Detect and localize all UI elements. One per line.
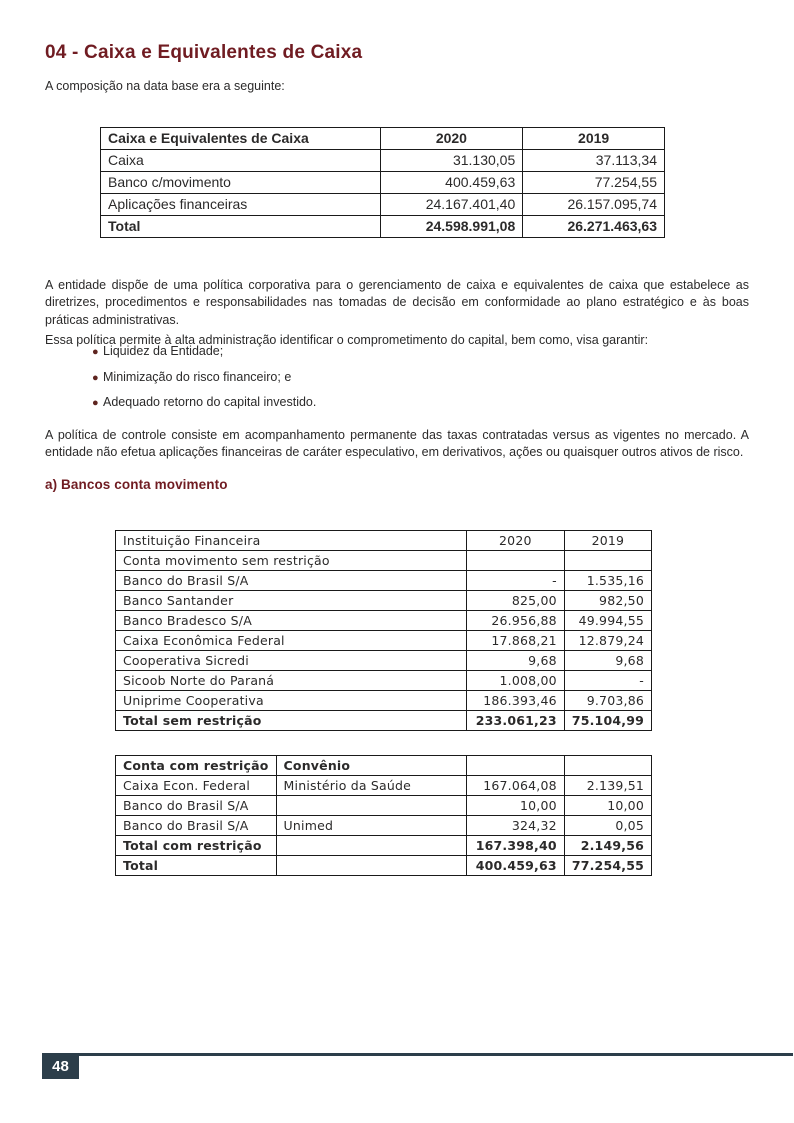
table-cell: 37.113,34 xyxy=(523,150,665,172)
summary-table xyxy=(100,127,665,238)
table-cell: Sicoob Norte do Paraná xyxy=(116,671,467,691)
table-cell: 2.139,51 xyxy=(564,776,651,796)
table-cell: Uniprime Cooperativa xyxy=(116,691,467,711)
table-cell: 233.061,23 xyxy=(466,711,564,731)
table-cell: Banco Santander xyxy=(116,591,467,611)
bullet-icon: ● xyxy=(92,346,99,358)
table-cell: 24.167.401,40 xyxy=(380,194,523,216)
table-total-row xyxy=(116,836,652,856)
list-item xyxy=(92,395,652,409)
table-cell: Caixa xyxy=(101,150,381,172)
table-cell: 167.064,08 xyxy=(467,776,565,796)
column-header: Caixa e Equivalentes de Caixa xyxy=(101,128,381,150)
table-row xyxy=(116,776,652,796)
table-row xyxy=(116,816,652,836)
table-cell: Conta movimento sem restrição xyxy=(116,551,467,571)
table-cell: 825,00 xyxy=(466,591,564,611)
column-header: 2019 xyxy=(564,531,651,551)
table-cell: 12.879,24 xyxy=(564,631,651,651)
table-cell: 26.157.095,74 xyxy=(523,194,665,216)
bullet-icon: ● xyxy=(92,397,99,409)
restricted-table xyxy=(115,755,652,876)
table-row xyxy=(116,611,652,631)
table-cell: Total com restrição xyxy=(116,836,277,856)
bullet-list xyxy=(92,344,652,421)
table-cell: Total xyxy=(116,856,277,876)
table-cell: 31.130,05 xyxy=(380,150,523,172)
table-cell xyxy=(276,836,466,856)
table-cell: Ministério da Saúde xyxy=(276,776,466,796)
table-cell: 17.868,21 xyxy=(466,631,564,651)
table-row xyxy=(116,631,652,651)
table-total-row xyxy=(116,711,652,731)
column-header: Conta com restrição xyxy=(116,756,277,776)
list-item xyxy=(92,370,652,384)
table-row xyxy=(116,671,652,691)
table-row xyxy=(101,172,665,194)
table-cell: 9,68 xyxy=(466,651,564,671)
table-header-row xyxy=(116,756,652,776)
column-header xyxy=(467,756,565,776)
table-cell: Aplicações financeiras xyxy=(101,194,381,216)
paragraph: A política de controle consiste em acompanhamento permanente das taxas contratadas versus as vigentes no mercado. A entidade não efetua aplicações financeiras de caráter especulativo, em derivativos, ações ou quaisquer outros ativos de risco. xyxy=(45,427,749,459)
table-cell: Banco c/movimento xyxy=(101,172,381,194)
table-cell: 400.459,63 xyxy=(467,856,565,876)
table-cell: 9.703,86 xyxy=(564,691,651,711)
table-cell: 26.956,88 xyxy=(466,611,564,631)
section-heading: a) Bancos conta movimento xyxy=(45,477,228,492)
table-cell: 10,00 xyxy=(564,796,651,816)
table-cell: 1.535,16 xyxy=(564,571,651,591)
table-cell xyxy=(276,796,466,816)
table-cell: 10,00 xyxy=(467,796,565,816)
table-cell: Total xyxy=(101,216,381,238)
table-cell: Banco Bradesco S/A xyxy=(116,611,467,631)
table-row xyxy=(116,591,652,611)
table-cell: 75.104,99 xyxy=(564,711,651,731)
table-cell: 9,68 xyxy=(564,651,651,671)
table-cell: 400.459,63 xyxy=(380,172,523,194)
table-cell: 26.271.463,63 xyxy=(523,216,665,238)
table-cell: 49.994,55 xyxy=(564,611,651,631)
footer-divider xyxy=(42,1053,793,1056)
table-cell: Banco do Brasil S/A xyxy=(116,796,277,816)
intro-text: A composição na data base era a seguinte: xyxy=(45,79,285,93)
table-cell: 77.254,55 xyxy=(523,172,665,194)
column-header: 2020 xyxy=(466,531,564,551)
paragraph: A entidade dispõe de uma política corporativa para o gerenciamento de caixa e equivalentes de caixa que estabelece as diretrizes, procedimentos e responsabilidades nas tomadas de decisão em conformidade ao plano estratégico e às boas práticas administrativas. xyxy=(45,277,749,327)
table-cell: Caixa Econ. Federal xyxy=(116,776,277,796)
table-header-row xyxy=(116,531,652,551)
column-header xyxy=(564,756,651,776)
table-cell: Cooperativa Sicredi xyxy=(116,651,467,671)
table-cell xyxy=(564,551,651,571)
column-header: Convênio xyxy=(276,756,466,776)
table-cell: 24.598.991,08 xyxy=(380,216,523,238)
list-item xyxy=(92,344,652,358)
table-header-row xyxy=(101,128,665,150)
column-header: Instituição Financeira xyxy=(116,531,467,551)
paragraph: Essa política permite à alta administração identificar o comprometimento do capital, bem como, visa garantir: xyxy=(45,332,649,347)
table-total-row xyxy=(116,856,652,876)
table-cell: 1.008,00 xyxy=(466,671,564,691)
table-cell: 167.398,40 xyxy=(467,836,565,856)
page-number-badge: 48 xyxy=(42,1053,79,1079)
column-header: 2020 xyxy=(380,128,523,150)
list-item-text: Minimização do risco financeiro; e xyxy=(103,369,292,384)
table-total-row xyxy=(101,216,665,238)
table-cell: - xyxy=(564,671,651,691)
table-row xyxy=(101,150,665,172)
table-cell: Caixa Econômica Federal xyxy=(116,631,467,651)
bullet-icon: ● xyxy=(92,371,99,384)
table-row xyxy=(116,551,652,571)
list-item-text: Liquidez da Entidade; xyxy=(103,344,224,358)
list-item-text: Adequado retorno do capital investido. xyxy=(103,395,317,409)
table-cell: Unimed xyxy=(276,816,466,836)
table-cell: - xyxy=(466,571,564,591)
table-row xyxy=(116,651,652,671)
banks-table xyxy=(115,530,652,731)
column-header: 2019 xyxy=(523,128,665,150)
table-cell: 324,32 xyxy=(467,816,565,836)
table-cell: Banco do Brasil S/A xyxy=(116,816,277,836)
table-cell: 77.254,55 xyxy=(564,856,651,876)
table-cell: Total sem restrição xyxy=(116,711,467,731)
table-row xyxy=(116,796,652,816)
table-row xyxy=(101,194,665,216)
table-row xyxy=(116,571,652,591)
table-cell xyxy=(276,856,466,876)
table-cell: Banco do Brasil S/A xyxy=(116,571,467,591)
table-cell: 0,05 xyxy=(564,816,651,836)
table-cell: 2.149,56 xyxy=(564,836,651,856)
table-cell: 186.393,46 xyxy=(466,691,564,711)
table-cell: 982,50 xyxy=(564,591,651,611)
table-row xyxy=(116,691,652,711)
page-title: 04 - Caixa e Equivalentes de Caixa xyxy=(45,42,363,63)
table-cell xyxy=(466,551,564,571)
